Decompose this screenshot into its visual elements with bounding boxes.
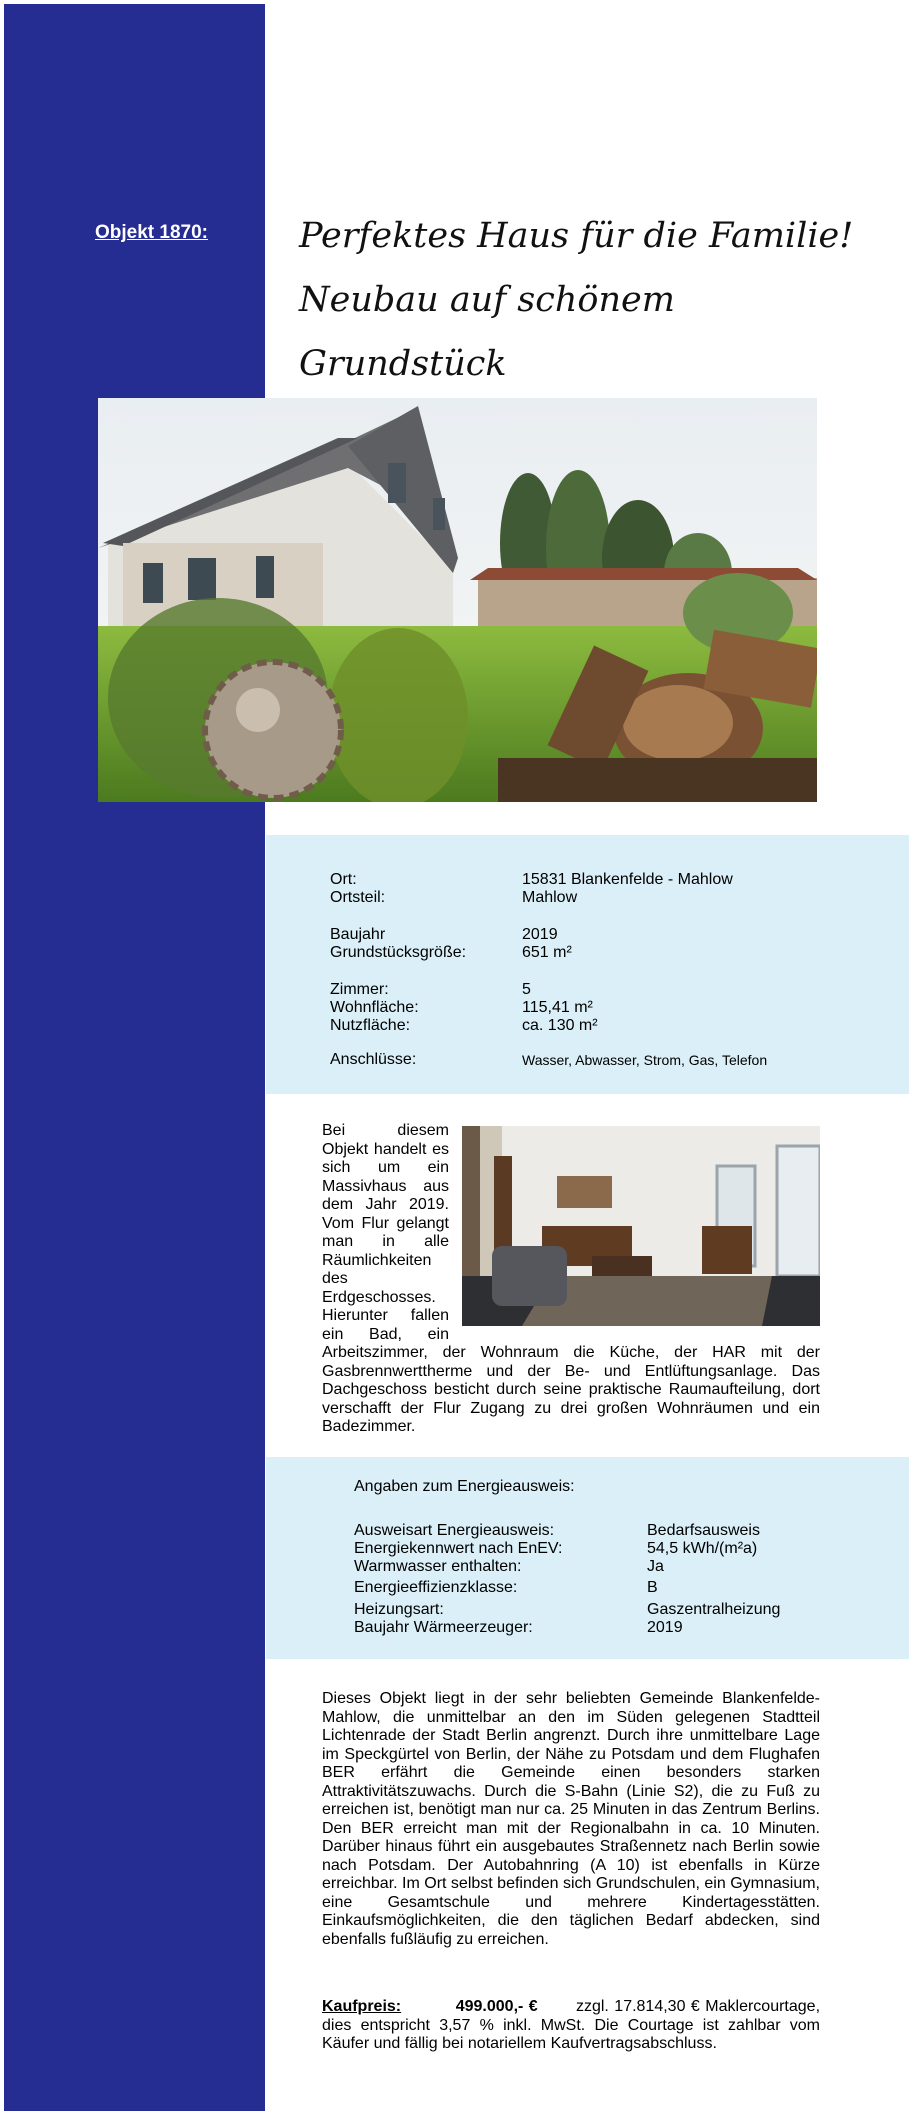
ausweisart-label: Ausweisart Energieausweis:	[354, 1522, 555, 1539]
headline: Perfektes Haus für die Familie! Neubau auf schönem Grundstück	[299, 216, 854, 384]
house-photo	[98, 398, 817, 802]
price-section	[322, 1998, 820, 2054]
energy-panel	[266, 1457, 909, 1659]
baujahr-label: Baujahr	[330, 926, 386, 943]
klasse-label: Energieeffizienzklasse:	[354, 1579, 518, 1596]
ortsteil-label: Ortsteil:	[330, 889, 386, 906]
baujahr-value: 2019	[522, 926, 558, 943]
baujahr-waerme-label: Baujahr Wärmeerzeuger:	[354, 1619, 533, 1636]
ort-value: 15831 Blankenfelde - Mahlow	[522, 871, 733, 888]
details-panel	[266, 835, 909, 1094]
description-1-text: Bei diesem Objekt handelt es sich um ein Massivhaus aus dem Jahr 2019. Vom Flur gelangt man in alle Räumlichkeiten des Erdgeschosses. Hierunter fallen ein Bad, ein Arbeitszimmer, der Wohnraum die Küche, der HAR mit der Gasbrennwerttherme und der Be- und Entlüftungsanlage. Das Dachgeschoss besticht durch seine praktische Raumaufteilung, dort verschafft der Flur Zugang zu drei großen Wohnräumen und ein Badezimmer.	[322, 1122, 820, 1435]
baujahr-waerme-value: 2019	[647, 1619, 683, 1636]
ausweisart-value: Bedarfsausweis	[647, 1522, 760, 1539]
grundstueck-value: 651 m²	[522, 944, 572, 961]
kennwert-label: Energiekennwert nach EnEV:	[354, 1540, 563, 1557]
description-1	[322, 1122, 820, 1437]
zimmer-label: Zimmer:	[330, 981, 389, 998]
heizung-label: Heizungsart:	[354, 1601, 444, 1618]
nutzflaeche-value: ca. 130 m²	[522, 1017, 598, 1034]
living-room-photo	[462, 1126, 820, 1326]
description-2: Dieses Objekt liegt in der sehr beliebten Gemeinde Blankenfelde-Mahlow, die unmittelbar an den im Süden gelegenen Stadtteil Lichtenrade der Stadt Berlin angrenzt. Durch ihre unmittelbare Lage im Speckgürtel von Berlin, der Nähe zu Potsdam und dem Flughafen BER erfährt die Gemeinde einen besonders starken Attraktivitätszuwachs. Durch die S-Bahn (Linie S2), die zu Fuß zu erreichen ist, benötigt man nur ca. 25 Minuten in das Zentrum Berlins. Den BER erreicht man mit der Regionalbahn in ca. 10 Minuten. Darüber hinaus führt ein ausgebautes Straßennetz nach Berlin sowie nach Potsdam. Der Autobahnring (A 10) ist ebenfalls in Kürze erreichbar. Im Ort selbst befinden sich Grundschulen, ein Gymnasium, eine Gesamtschule und mehrere Kindertagesstätten. Einkaufsmöglichkeiten, die den täglichen Bedarf abdecken, sind ebenfalls fußläufig zu erreichen.	[322, 1690, 820, 1948]
object-label: Objekt 1870:	[95, 222, 208, 243]
energy-title: Angaben zum Energieausweis:	[354, 1478, 575, 1495]
ort-label: Ort:	[330, 871, 357, 888]
wohnflaeche-label: Wohnfläche:	[330, 999, 419, 1016]
anschluesse-value: Wasser, Abwasser, Strom, Gas, Telefon	[522, 1052, 768, 1068]
zimmer-value: 5	[522, 981, 531, 998]
nutzflaeche-label: Nutzfläche:	[330, 1017, 411, 1034]
anschluesse-label: Anschlüsse:	[330, 1051, 417, 1068]
sidebar-band	[4, 4, 265, 2111]
warmwasser-value: Ja	[647, 1558, 664, 1575]
grundstueck-label: Grundstücksgröße:	[330, 944, 467, 961]
price-note: zzgl. 17.814,30 € Maklercourtage, dies entspricht 3,57 % inkl. MwSt. Die Courtage ist zahlbar vom Käufer und fällig bei notariellem Kaufvertragsabschluss.	[322, 1998, 821, 2052]
price-label: Kaufpreis:	[322, 1998, 402, 2015]
wohnflaeche-value: 115,41 m²	[522, 999, 593, 1016]
kennwert-value: 54,5 kWh/(m²a)	[647, 1540, 758, 1557]
ortsteil-value: Mahlow	[522, 889, 578, 906]
heizung-value: Gaszentralheizung	[647, 1601, 781, 1618]
klasse-value: B	[647, 1579, 658, 1596]
price-amount: 499.000,- €	[455, 1998, 538, 2015]
warmwasser-label: Warmwasser enthalten:	[354, 1558, 522, 1575]
